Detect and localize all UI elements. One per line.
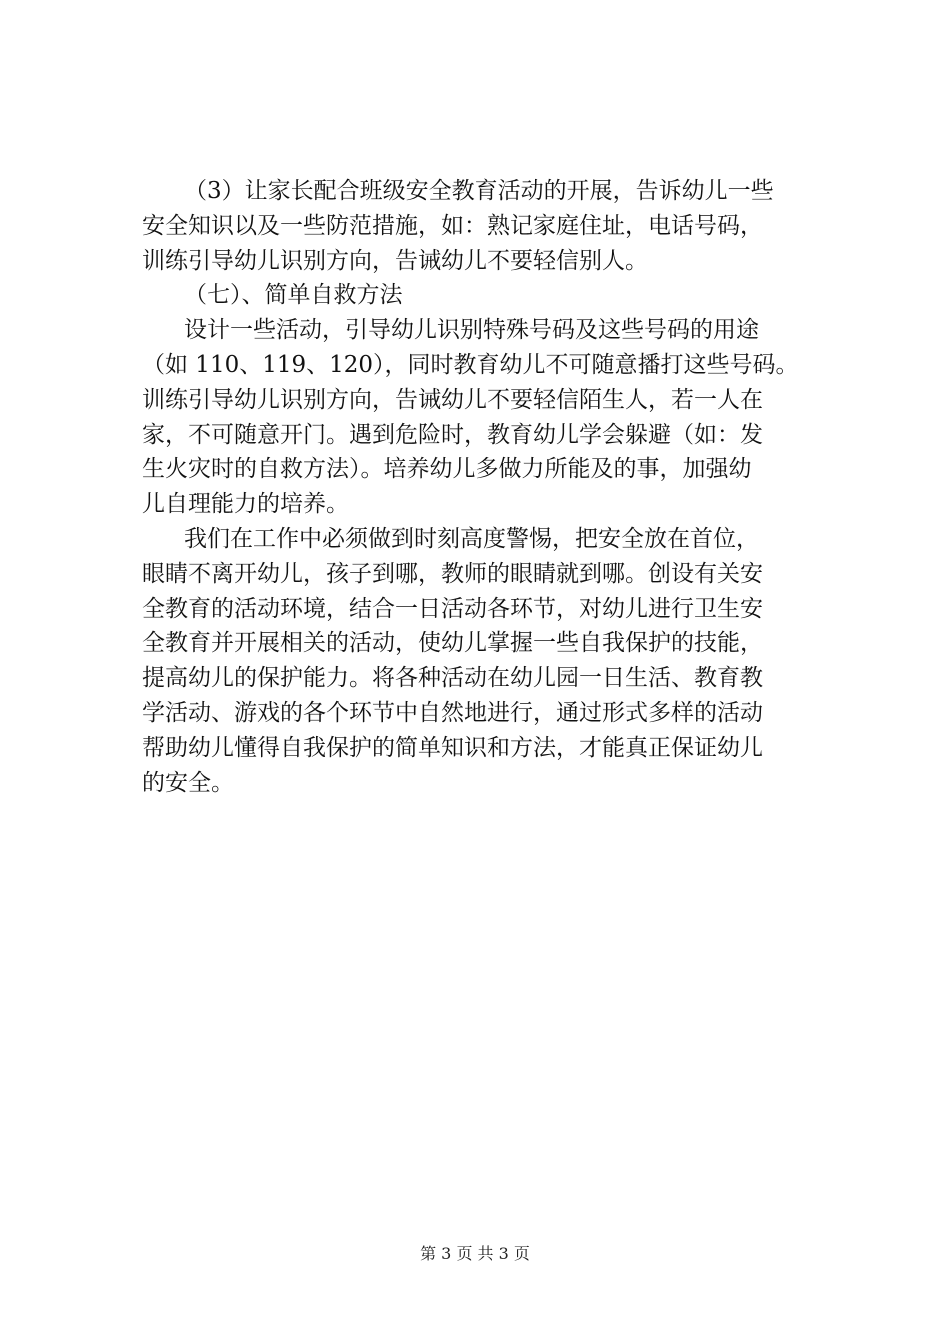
section-heading-text: （七）、简单自救方法 [184,282,403,309]
paragraph-line: （3）让家长配合班级安全教育活动的开展，告诉幼儿一些 [184,178,774,204]
paragraph-line: 训练引导幼儿识别方向，告诫幼儿不要轻信别人。 [142,247,648,274]
paragraph-line: 的安全。 [142,769,234,796]
paragraph-line: 帮助幼儿懂得自我保护的简单知识和方法，才能真正保证幼儿 [142,734,763,761]
document-body [142,174,842,800]
paragraph-parent-cooperation [142,174,842,278]
paragraph-line: 家，不可随意开门。遇到危险时，教育幼儿学会躲避（如：发 [142,421,763,448]
paragraph-line: 全教育并开展相关的活动，使幼儿掌握一些自我保护的技能， [142,630,763,657]
paragraph-line: 眼睛不离开幼儿，孩子到哪，教师的眼睛就到哪。创设有关安 [142,560,763,587]
paragraph-line: 学活动、游戏的各个环节中自然地进行，通过形式多样的活动 [142,699,763,726]
paragraph-line: 提高幼儿的保护能力。将各种活动在幼儿园一日生活、教育教 [142,665,763,692]
paragraph-line: 安全知识以及一些防范措施，如：熟记家庭住址，电话号码， [142,212,763,239]
paragraph-line: 训练引导幼儿识别方向，告诫幼儿不要轻信陌生人，若一人在 [142,386,763,413]
page-number-label: 第 3 页 共 3 页 [420,1244,530,1263]
section-heading [142,278,842,313]
paragraph-line: （如 110、119、120），同时教育幼儿不可随意播打这些号码。 [142,351,799,378]
paragraph-self-rescue [142,313,842,522]
paragraph-line: 儿自理能力的培养。 [142,491,349,518]
paragraph-line: 我们在工作中必须做到时刻高度警惕，把安全放在首位， [184,525,759,552]
paragraph-line: 全教育的活动环境，结合一日活动各环节，对幼儿进行卫生安 [142,595,763,622]
paragraph-line: 设计一些活动，引导幼儿识别特殊号码及这些号码的用途 [184,317,759,344]
paragraph-line: 生火灾时的自救方法）。培养幼儿多做力所能及的事，加强幼 [142,456,752,483]
paragraph-conclusion [142,522,842,800]
page-footer [0,1243,950,1265]
